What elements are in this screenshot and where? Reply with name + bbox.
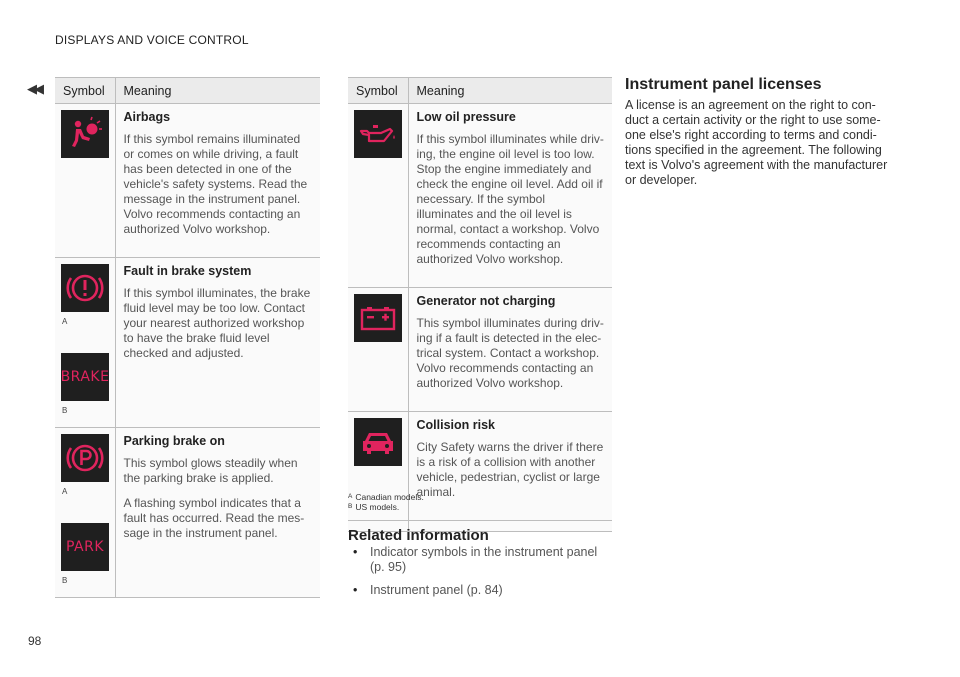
battery-icon [354,294,402,342]
brake-warning-icon [61,264,109,312]
row-title: Airbags [123,110,171,124]
table-row-generator-not-charging [348,288,612,412]
row-description: If this symbol illuminates while driv-ing, the engine oil level is too low. Stop the engine immediately and check the engine oil level. Add oil if necessary. If the symbol illuminates and the oil level is normal, contact a workshop. Volvo recommends contacting an authorized Volvo workshop. [416,132,604,266]
row-title: Parking brake on [123,434,225,448]
meaning-cell [408,288,612,412]
licenses-body: A license is an agreement on the right to con-duct a certain activity or the right to use some-one else's right according to terms and condi-tions specified in the agreement. The following text is Volvo's agreement with the manufacturer or developer. [625,98,888,187]
related-link[interactable] [348,583,610,598]
related-information-heading: Related information [348,527,489,544]
symbol-cell [55,428,115,598]
symbol-column-header: Symbol [348,78,408,104]
meaning-cell [115,428,320,598]
meaning-column-header: Meaning [115,78,320,104]
table-row-airbags [55,104,320,258]
symbol-cell [348,288,408,412]
brake-text-icon [61,353,109,401]
symbol-table-right [348,77,612,532]
footnote-text: Canadian models. [355,492,424,502]
bullet-icon: • [353,545,358,559]
row-description: A flashing symbol indicates that a fault has occurred. Read the mes-sage in the instrument panel. [123,496,305,540]
footnote-marker-a: A [62,487,68,496]
row-title: Low oil pressure [416,110,516,124]
car-front-icon [354,418,402,466]
symbol-cell [55,258,115,428]
footnote-text: US models. [355,502,400,512]
related-link-text[interactable]: Instrument panel (p. 84) [370,583,503,597]
brake-word: BRAKE [60,369,110,385]
row-title: Generator not charging [416,294,556,308]
meaning-column-header: Meaning [408,78,612,104]
park-word: PARK [65,539,105,555]
symbol-table-left [55,77,320,598]
footnote-mark: B [348,503,353,510]
footnote-b [348,502,424,512]
row-description: If this symbol remains illuminated or comes on while driving, a fault has been detected in one of the vehicle's safety systems. Read the message in the instrument panel. Volvo recommends contacting an authorized Volvo workshop. [123,132,308,236]
park-text-icon [61,523,109,571]
row-description: This symbol illuminates during driv-ing if a fault is detected in the elec-trical system. Contact a workshop. Volvo recommends contacting an authorized Volvo workshop. [416,316,604,390]
table-row-brake-fault [55,258,320,428]
oil-can-icon [354,110,402,158]
parking-brake-icon [61,434,109,482]
meaning-cell [408,104,612,288]
row-description: City Safety warns the driver if there is a risk of a collision with another vehicle, pedestrian, cyclist or large animal. [416,440,604,499]
section-header: DISPLAYS AND VOICE CONTROL [55,33,249,47]
meaning-cell [115,104,320,258]
symbol-cell [348,104,408,288]
table-row-low-oil-pressure [348,104,612,288]
previous-page-marker[interactable]: ◀◀ [27,81,41,96]
bullet-icon: • [353,583,358,597]
meaning-cell [408,412,612,521]
row-description: This symbol glows steadily when the parking brake is applied. [123,456,298,485]
footnote-a [348,492,424,502]
footnote-marker-b: B [62,576,68,585]
footnote-mark: A [348,493,353,500]
related-information-list [348,545,610,606]
page-number: 98 [28,634,42,648]
meaning-cell [115,258,320,428]
footnote-marker-b: B [62,406,68,415]
table-row-parking-brake [55,428,320,598]
related-link-text[interactable]: Indicator symbols in the instrument panel (p. 95) [370,545,598,574]
footnotes [348,492,424,512]
row-description: If this symbol illuminates, the brake fluid level may be too low. Contact your nearest authorized workshop to have the brake fluid level checked and adjusted. [123,286,311,360]
related-link[interactable] [348,545,610,575]
row-title: Fault in brake system [123,264,252,278]
symbol-column-header: Symbol [55,78,115,104]
licenses-heading: Instrument panel licenses [625,76,822,93]
footnote-marker-a: A [62,317,68,326]
symbol-cell [55,104,115,258]
row-title: Collision risk [416,418,495,432]
airbag-warning-icon [61,110,109,158]
